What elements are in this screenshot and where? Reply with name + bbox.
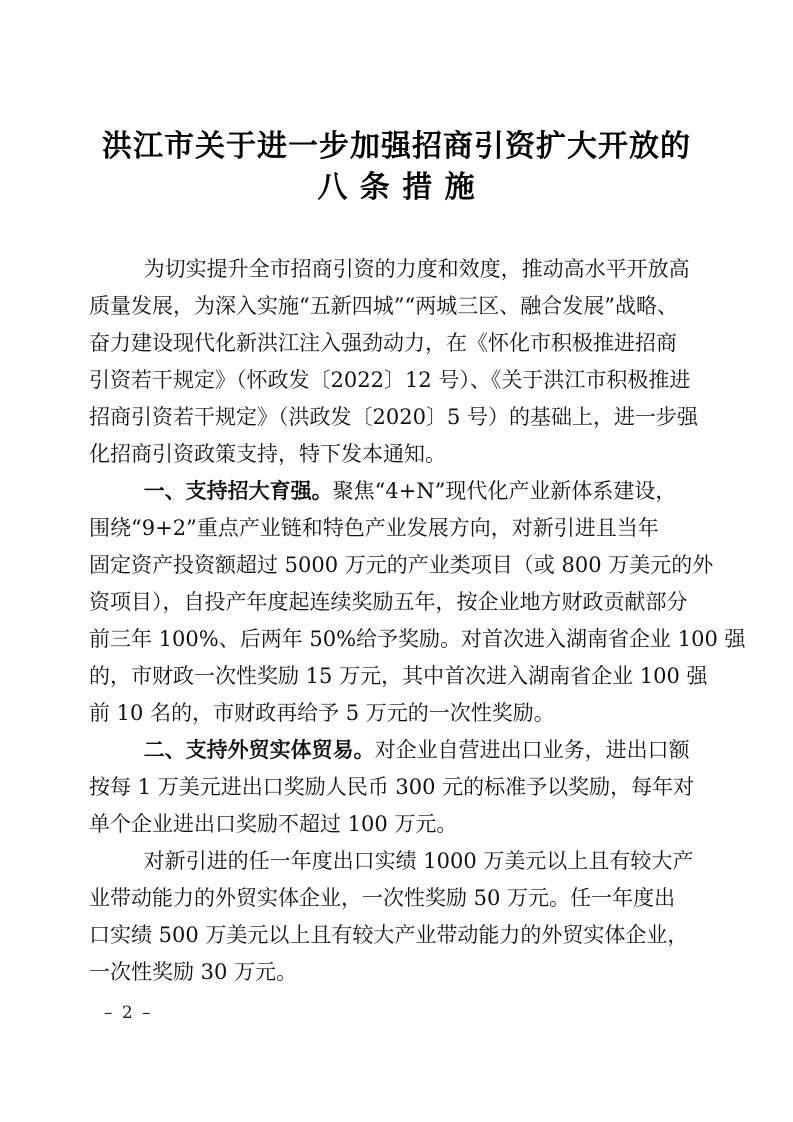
text-line: 为切实提升全市招商引资的力度和效度，推动高水平开放高	[143, 257, 690, 281]
section-heading-rest: 对企业自营进出口业务，进出口额	[374, 738, 690, 762]
text-line: 口实绩 500 万美元以上且有较大产业带动能力的外贸实体企业，	[89, 923, 689, 947]
paragraph	[89, 732, 707, 843]
paragraph	[89, 843, 707, 991]
document-title	[0, 126, 793, 208]
paragraph	[89, 473, 746, 732]
text-line: 一次性奖励 30 万元。	[89, 960, 298, 984]
text-line: 对新引进的任一年度出口实绩 1000 万美元以上且有较大产	[143, 849, 694, 873]
text-line: 按每 1 万美元进出口奖励人民币 300 元的标准予以奖励，每年对	[89, 775, 695, 799]
title-line-1: 洪江市关于进一步加强招商引资扩大开放的	[102, 129, 691, 164]
text-line: 围绕“9+2”重点产业链和特色产业发展方向，对新引进且当年	[89, 516, 659, 540]
text-line: 化招商引资政策支持，特下发本通知。	[89, 442, 446, 466]
text-line: 奋力建设现代化新洪江注入强劲动力，在《怀化市积极推进招商	[89, 331, 677, 355]
text-line: 前 10 名的，市财政再给予 5 万元的一次性奖励。	[89, 701, 555, 725]
text-line: 引资若干规定》（怀政发〔2022〕12 号）、《关于洪江市积极推进	[89, 368, 691, 392]
section-heading: 一、支持招大育强。	[143, 479, 333, 503]
paragraph	[89, 251, 707, 473]
text-line: 的，市财政一次性奖励 15 万元，其中首次进入湖南省企业 100 强	[89, 664, 708, 688]
text-line: 招商引资若干规定》（洪政发〔2020〕5 号）的基础上，进一步强	[89, 405, 698, 429]
text-line: 前三年 100%、后两年 50%给予奖励。对首次进入湖南省企业 100 强	[89, 627, 746, 651]
document-body	[89, 251, 746, 991]
text-line	[89, 732, 707, 769]
text-line	[89, 473, 707, 510]
section-heading: 二、支持外贸实体贸易。	[143, 738, 375, 762]
title-line-2: 八 条 措 施	[317, 170, 476, 205]
page-number: – 2 –	[104, 1003, 153, 1023]
section-heading-rest: 聚焦“4+N”现代化产业新体系建设，	[332, 479, 677, 503]
text-line: 质量发展，为深入实施“五新四城”“两城三区、融合发展”战略、	[89, 294, 678, 318]
text-line: 单个企业进出口奖励不超过 100 万元。	[89, 812, 458, 836]
text-line: 业带动能力的外贸实体企业，一次性奖励 50 万元。任一年度出	[89, 886, 676, 910]
text-line: 资项目），自投产年度起连续奖励五年，按企业地方财政贡献部分	[89, 590, 688, 614]
text-line: 固定资产投资额超过 5000 万元的产业类项目（或 800 万美元的外	[89, 553, 714, 577]
